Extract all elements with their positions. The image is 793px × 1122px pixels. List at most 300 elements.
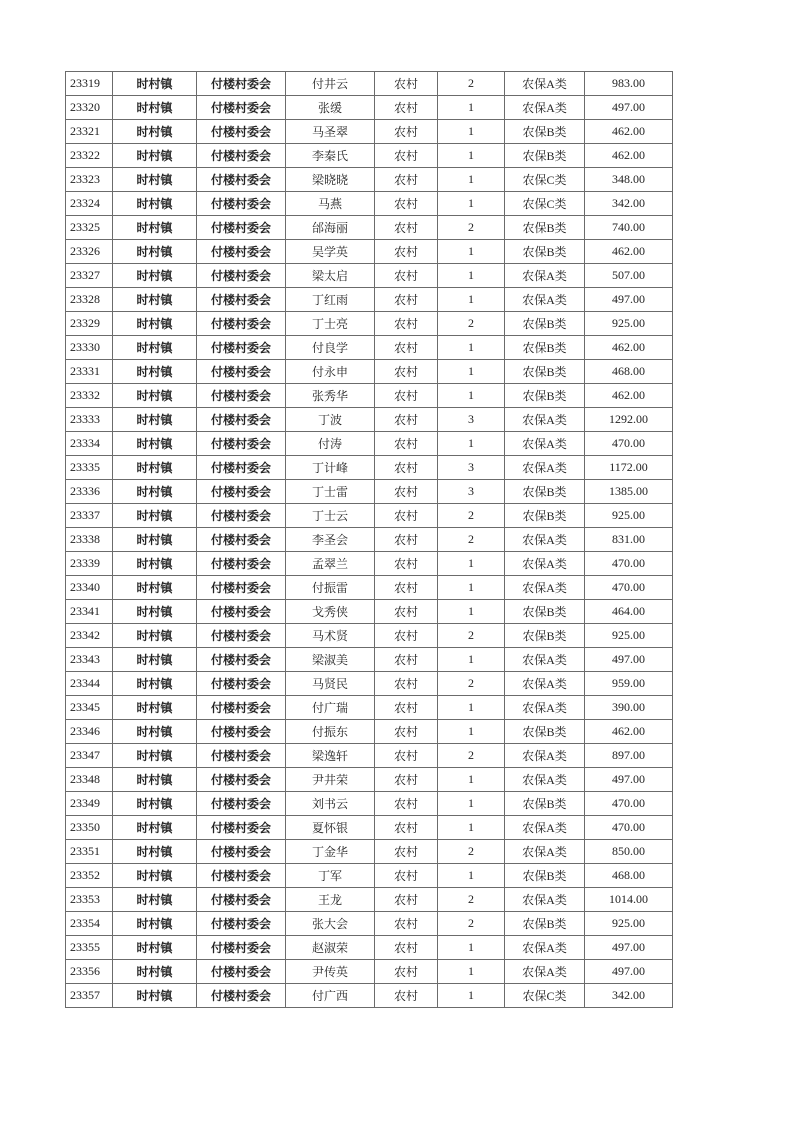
table-cell-name: 李圣会	[286, 528, 375, 552]
table-cell-type: 农村	[375, 888, 438, 912]
table-cell-amount: 925.00	[585, 624, 673, 648]
table-cell-village: 付楼村委会	[197, 192, 286, 216]
table-cell-town: 时村镇	[113, 624, 197, 648]
table-cell-category: 农保B类	[505, 792, 585, 816]
table-cell-town: 时村镇	[113, 912, 197, 936]
table-row	[66, 744, 673, 768]
table-cell-count: 1	[438, 696, 505, 720]
table-cell-category: 农保B类	[505, 864, 585, 888]
table-cell-town: 时村镇	[113, 528, 197, 552]
table-cell-id: 23345	[66, 696, 113, 720]
table-cell-id: 23336	[66, 480, 113, 504]
table-cell-category: 农保A类	[505, 960, 585, 984]
table-row	[66, 624, 673, 648]
table-cell-count: 2	[438, 912, 505, 936]
table-cell-id: 23329	[66, 312, 113, 336]
table-cell-amount: 497.00	[585, 96, 673, 120]
table-cell-type: 农村	[375, 216, 438, 240]
table-cell-amount: 462.00	[585, 336, 673, 360]
table-cell-category: 农保A类	[505, 264, 585, 288]
table-cell-type: 农村	[375, 384, 438, 408]
table-cell-category: 农保B类	[505, 384, 585, 408]
table-cell-type: 农村	[375, 720, 438, 744]
table-cell-amount: 740.00	[585, 216, 673, 240]
table-cell-name: 赵淑荣	[286, 936, 375, 960]
table-cell-town: 时村镇	[113, 552, 197, 576]
table-cell-id: 23328	[66, 288, 113, 312]
table-cell-id: 23333	[66, 408, 113, 432]
table-cell-town: 时村镇	[113, 144, 197, 168]
table-cell-village: 付楼村委会	[197, 888, 286, 912]
table-cell-id: 23348	[66, 768, 113, 792]
table-cell-type: 农村	[375, 576, 438, 600]
table-cell-category: 农保C类	[505, 192, 585, 216]
table-cell-village: 付楼村委会	[197, 576, 286, 600]
table-cell-amount: 390.00	[585, 696, 673, 720]
table-cell-amount: 497.00	[585, 960, 673, 984]
table-row	[66, 600, 673, 624]
table-cell-name: 李秦氏	[286, 144, 375, 168]
table-cell-amount: 462.00	[585, 384, 673, 408]
table-cell-type: 农村	[375, 144, 438, 168]
table-cell-category: 农保A类	[505, 288, 585, 312]
table-cell-amount: 470.00	[585, 432, 673, 456]
table-cell-amount: 983.00	[585, 72, 673, 96]
table-cell-id: 23346	[66, 720, 113, 744]
table-cell-town: 时村镇	[113, 288, 197, 312]
table-cell-category: 农保A类	[505, 528, 585, 552]
table-cell-category: 农保A类	[505, 888, 585, 912]
table-row	[66, 912, 673, 936]
table-row	[66, 768, 673, 792]
table-cell-amount: 462.00	[585, 144, 673, 168]
table-cell-town: 时村镇	[113, 120, 197, 144]
table-cell-id: 23353	[66, 888, 113, 912]
table-cell-amount: 1172.00	[585, 456, 673, 480]
table-row	[66, 816, 673, 840]
table-cell-name: 付井云	[286, 72, 375, 96]
table-cell-town: 时村镇	[113, 168, 197, 192]
table-cell-village: 付楼村委会	[197, 936, 286, 960]
table-cell-village: 付楼村委会	[197, 432, 286, 456]
table-cell-amount: 1385.00	[585, 480, 673, 504]
table-cell-type: 农村	[375, 360, 438, 384]
table-cell-count: 2	[438, 888, 505, 912]
table-cell-amount: 925.00	[585, 504, 673, 528]
table-row	[66, 384, 673, 408]
table-cell-village: 付楼村委会	[197, 264, 286, 288]
table-cell-id: 23338	[66, 528, 113, 552]
table-cell-type: 农村	[375, 768, 438, 792]
table-row	[66, 504, 673, 528]
table-cell-count: 2	[438, 624, 505, 648]
table-cell-type: 农村	[375, 120, 438, 144]
table-row	[66, 696, 673, 720]
table-cell-town: 时村镇	[113, 504, 197, 528]
table-row	[66, 672, 673, 696]
table-cell-amount: 470.00	[585, 792, 673, 816]
table-cell-village: 付楼村委会	[197, 984, 286, 1008]
table-cell-amount: 925.00	[585, 912, 673, 936]
table-cell-village: 付楼村委会	[197, 312, 286, 336]
table-cell-town: 时村镇	[113, 672, 197, 696]
table-cell-category: 农保B类	[505, 624, 585, 648]
table-cell-village: 付楼村委会	[197, 672, 286, 696]
table-cell-id: 23355	[66, 936, 113, 960]
table-cell-id: 23331	[66, 360, 113, 384]
table-cell-village: 付楼村委会	[197, 840, 286, 864]
table-cell-name: 付良学	[286, 336, 375, 360]
table-cell-village: 付楼村委会	[197, 120, 286, 144]
table-cell-amount: 831.00	[585, 528, 673, 552]
table-cell-type: 农村	[375, 792, 438, 816]
table-cell-count: 1	[438, 432, 505, 456]
table-cell-type: 农村	[375, 816, 438, 840]
table-cell-category: 农保B类	[505, 912, 585, 936]
table-cell-category: 农保B类	[505, 720, 585, 744]
table-cell-id: 23341	[66, 600, 113, 624]
table-cell-village: 付楼村委会	[197, 240, 286, 264]
table-cell-type: 农村	[375, 288, 438, 312]
table-cell-town: 时村镇	[113, 312, 197, 336]
table-cell-count: 3	[438, 480, 505, 504]
table-cell-village: 付楼村委会	[197, 816, 286, 840]
table-cell-category: 农保A类	[505, 936, 585, 960]
table-cell-village: 付楼村委会	[197, 408, 286, 432]
table-cell-type: 农村	[375, 624, 438, 648]
table-cell-amount: 925.00	[585, 312, 673, 336]
table-cell-name: 付振雷	[286, 576, 375, 600]
table-cell-village: 付楼村委会	[197, 216, 286, 240]
table-cell-category: 农保A类	[505, 432, 585, 456]
table-cell-category: 农保B类	[505, 360, 585, 384]
table-cell-type: 农村	[375, 672, 438, 696]
table-cell-id: 23342	[66, 624, 113, 648]
table-cell-type: 农村	[375, 912, 438, 936]
table-cell-category: 农保B类	[505, 336, 585, 360]
table-cell-category: 农保A类	[505, 552, 585, 576]
table-cell-category: 农保A类	[505, 816, 585, 840]
table-cell-id: 23326	[66, 240, 113, 264]
table-cell-id: 23347	[66, 744, 113, 768]
table-cell-town: 时村镇	[113, 264, 197, 288]
table-cell-category: 农保C类	[505, 984, 585, 1008]
table-cell-village: 付楼村委会	[197, 96, 286, 120]
table-cell-count: 1	[438, 360, 505, 384]
table-cell-count: 1	[438, 768, 505, 792]
table-row	[66, 72, 673, 96]
table-cell-type: 农村	[375, 432, 438, 456]
table-cell-village: 付楼村委会	[197, 144, 286, 168]
table-row	[66, 840, 673, 864]
table-cell-type: 农村	[375, 456, 438, 480]
table-cell-name: 丁红雨	[286, 288, 375, 312]
table-cell-id: 23330	[66, 336, 113, 360]
table-cell-village: 付楼村委会	[197, 336, 286, 360]
table-cell-type: 农村	[375, 528, 438, 552]
table-row	[66, 864, 673, 888]
table-cell-count: 2	[438, 216, 505, 240]
table-cell-count: 2	[438, 672, 505, 696]
table-cell-id: 23327	[66, 264, 113, 288]
table-cell-count: 1	[438, 600, 505, 624]
table-cell-type: 农村	[375, 648, 438, 672]
table-cell-count: 1	[438, 96, 505, 120]
table-cell-name: 梁淑美	[286, 648, 375, 672]
table-cell-town: 时村镇	[113, 888, 197, 912]
table-cell-id: 23349	[66, 792, 113, 816]
table-row	[66, 192, 673, 216]
table-cell-amount: 470.00	[585, 576, 673, 600]
table-cell-town: 时村镇	[113, 408, 197, 432]
table-cell-category: 农保B类	[505, 120, 585, 144]
table-cell-village: 付楼村委会	[197, 912, 286, 936]
table-cell-type: 农村	[375, 984, 438, 1008]
table-cell-village: 付楼村委会	[197, 696, 286, 720]
table-cell-town: 时村镇	[113, 792, 197, 816]
table-cell-name: 付广瑞	[286, 696, 375, 720]
table-cell-category: 农保B类	[505, 240, 585, 264]
table-cell-name: 付涛	[286, 432, 375, 456]
table-cell-id: 23339	[66, 552, 113, 576]
table-cell-name: 付永申	[286, 360, 375, 384]
table-row	[66, 432, 673, 456]
table-cell-amount: 464.00	[585, 600, 673, 624]
table-cell-category: 农保A类	[505, 456, 585, 480]
table-cell-village: 付楼村委会	[197, 288, 286, 312]
table-cell-category: 农保A类	[505, 576, 585, 600]
table-cell-village: 付楼村委会	[197, 720, 286, 744]
table-row	[66, 552, 673, 576]
table-cell-name: 吴学英	[286, 240, 375, 264]
table-cell-count: 1	[438, 576, 505, 600]
table-cell-town: 时村镇	[113, 816, 197, 840]
table-cell-type: 农村	[375, 264, 438, 288]
table-cell-name: 马术贤	[286, 624, 375, 648]
table-cell-amount: 1014.00	[585, 888, 673, 912]
table-cell-name: 戈秀侠	[286, 600, 375, 624]
table-cell-category: 农保B类	[505, 480, 585, 504]
table-cell-count: 2	[438, 504, 505, 528]
table-cell-name: 丁士云	[286, 504, 375, 528]
table-cell-village: 付楼村委会	[197, 480, 286, 504]
table-cell-amount: 342.00	[585, 984, 673, 1008]
table-cell-amount: 507.00	[585, 264, 673, 288]
table-cell-amount: 470.00	[585, 552, 673, 576]
table-cell-count: 1	[438, 384, 505, 408]
table-cell-town: 时村镇	[113, 648, 197, 672]
table-cell-count: 1	[438, 120, 505, 144]
table-cell-type: 农村	[375, 192, 438, 216]
table-cell-town: 时村镇	[113, 744, 197, 768]
table-cell-amount: 850.00	[585, 840, 673, 864]
table-row	[66, 792, 673, 816]
table-cell-name: 王龙	[286, 888, 375, 912]
table-cell-count: 1	[438, 336, 505, 360]
table-cell-town: 时村镇	[113, 480, 197, 504]
table-cell-name: 梁逸轩	[286, 744, 375, 768]
table-cell-name: 梁晓晓	[286, 168, 375, 192]
table-row	[66, 936, 673, 960]
table-cell-town: 时村镇	[113, 432, 197, 456]
table-cell-count: 1	[438, 264, 505, 288]
table-cell-category: 农保A类	[505, 840, 585, 864]
table-cell-count: 1	[438, 288, 505, 312]
table-cell-type: 农村	[375, 312, 438, 336]
table-cell-count: 2	[438, 840, 505, 864]
table-row	[66, 360, 673, 384]
table-cell-amount: 497.00	[585, 648, 673, 672]
table-cell-id: 23320	[66, 96, 113, 120]
table-cell-id: 23340	[66, 576, 113, 600]
table-row	[66, 720, 673, 744]
table-cell-count: 1	[438, 168, 505, 192]
table-row	[66, 408, 673, 432]
table-cell-id: 23324	[66, 192, 113, 216]
table-cell-name: 刘书云	[286, 792, 375, 816]
table-cell-category: 农保B类	[505, 600, 585, 624]
table-cell-category: 农保B类	[505, 312, 585, 336]
table-cell-id: 23334	[66, 432, 113, 456]
table-cell-town: 时村镇	[113, 840, 197, 864]
table-cell-village: 付楼村委会	[197, 768, 286, 792]
table-cell-count: 2	[438, 744, 505, 768]
table-cell-id: 23332	[66, 384, 113, 408]
table-cell-village: 付楼村委会	[197, 600, 286, 624]
table-cell-name: 尹井荣	[286, 768, 375, 792]
table-row	[66, 144, 673, 168]
table-cell-town: 时村镇	[113, 576, 197, 600]
table-cell-amount: 1292.00	[585, 408, 673, 432]
table-cell-town: 时村镇	[113, 384, 197, 408]
table-cell-count: 1	[438, 864, 505, 888]
table-cell-village: 付楼村委会	[197, 456, 286, 480]
table-cell-village: 付楼村委会	[197, 624, 286, 648]
table-cell-id: 23352	[66, 864, 113, 888]
table-cell-category: 农保A类	[505, 408, 585, 432]
table-cell-amount: 342.00	[585, 192, 673, 216]
table-cell-town: 时村镇	[113, 96, 197, 120]
table-cell-count: 2	[438, 312, 505, 336]
table-cell-name: 丁波	[286, 408, 375, 432]
table-cell-type: 农村	[375, 240, 438, 264]
table-cell-town: 时村镇	[113, 696, 197, 720]
table-cell-id: 23337	[66, 504, 113, 528]
table-cell-count: 1	[438, 648, 505, 672]
table-cell-type: 农村	[375, 696, 438, 720]
table-cell-name: 丁金华	[286, 840, 375, 864]
table-cell-name: 尹传英	[286, 960, 375, 984]
table-cell-type: 农村	[375, 960, 438, 984]
table-cell-count: 1	[438, 816, 505, 840]
table-cell-name: 丁计峰	[286, 456, 375, 480]
table-cell-count: 3	[438, 456, 505, 480]
table-row	[66, 120, 673, 144]
table-cell-id: 23321	[66, 120, 113, 144]
table-cell-id: 23335	[66, 456, 113, 480]
table-cell-name: 马燕	[286, 192, 375, 216]
table-cell-amount: 462.00	[585, 120, 673, 144]
table-cell-category: 农保B类	[505, 504, 585, 528]
table-cell-type: 农村	[375, 96, 438, 120]
table-cell-name: 马圣翠	[286, 120, 375, 144]
table-cell-town: 时村镇	[113, 336, 197, 360]
table-cell-count: 1	[438, 960, 505, 984]
table-cell-town: 时村镇	[113, 192, 197, 216]
table-cell-amount: 348.00	[585, 168, 673, 192]
table-cell-village: 付楼村委会	[197, 504, 286, 528]
table-cell-village: 付楼村委会	[197, 792, 286, 816]
table-row	[66, 336, 673, 360]
table-row	[66, 960, 673, 984]
table-cell-name: 付振东	[286, 720, 375, 744]
table-row	[66, 312, 673, 336]
table-cell-type: 农村	[375, 600, 438, 624]
table-row	[66, 456, 673, 480]
table-cell-id: 23319	[66, 72, 113, 96]
table-cell-amount: 462.00	[585, 720, 673, 744]
table-row	[66, 576, 673, 600]
table-cell-town: 时村镇	[113, 72, 197, 96]
table-cell-type: 农村	[375, 480, 438, 504]
table-cell-name: 张大会	[286, 912, 375, 936]
table-cell-type: 农村	[375, 936, 438, 960]
table-cell-id: 23351	[66, 840, 113, 864]
table-cell-count: 1	[438, 192, 505, 216]
table-cell-village: 付楼村委会	[197, 960, 286, 984]
table-cell-id: 23357	[66, 984, 113, 1008]
table-row	[66, 288, 673, 312]
table-cell-name: 梁太启	[286, 264, 375, 288]
table-cell-town: 时村镇	[113, 936, 197, 960]
table-cell-town: 时村镇	[113, 240, 197, 264]
table-cell-type: 农村	[375, 336, 438, 360]
table-cell-count: 1	[438, 720, 505, 744]
table-cell-id: 23323	[66, 168, 113, 192]
table-cell-id: 23343	[66, 648, 113, 672]
table-cell-name: 付广西	[286, 984, 375, 1008]
table-cell-town: 时村镇	[113, 960, 197, 984]
table-row	[66, 984, 673, 1008]
table-cell-count: 1	[438, 144, 505, 168]
table-cell-name: 张秀华	[286, 384, 375, 408]
table-cell-category: 农保A类	[505, 768, 585, 792]
table-cell-amount: 468.00	[585, 864, 673, 888]
table-cell-amount: 497.00	[585, 768, 673, 792]
table-cell-name: 孟翠兰	[286, 552, 375, 576]
table-cell-type: 农村	[375, 72, 438, 96]
table-cell-town: 时村镇	[113, 864, 197, 888]
table-row	[66, 216, 673, 240]
table-cell-name: 张缓	[286, 96, 375, 120]
table-cell-type: 农村	[375, 504, 438, 528]
table-cell-id: 23350	[66, 816, 113, 840]
table-cell-amount: 462.00	[585, 240, 673, 264]
table-cell-id: 23354	[66, 912, 113, 936]
table-cell-name: 邰海丽	[286, 216, 375, 240]
table-cell-category: 农保A类	[505, 672, 585, 696]
table-cell-count: 1	[438, 984, 505, 1008]
table-cell-category: 农保A类	[505, 96, 585, 120]
table-cell-count: 1	[438, 240, 505, 264]
table-cell-village: 付楼村委会	[197, 648, 286, 672]
table-cell-type: 农村	[375, 408, 438, 432]
table-cell-amount: 468.00	[585, 360, 673, 384]
table-row	[66, 648, 673, 672]
table-cell-category: 农保C类	[505, 168, 585, 192]
table-cell-count: 2	[438, 528, 505, 552]
table-cell-category: 农保A类	[505, 696, 585, 720]
